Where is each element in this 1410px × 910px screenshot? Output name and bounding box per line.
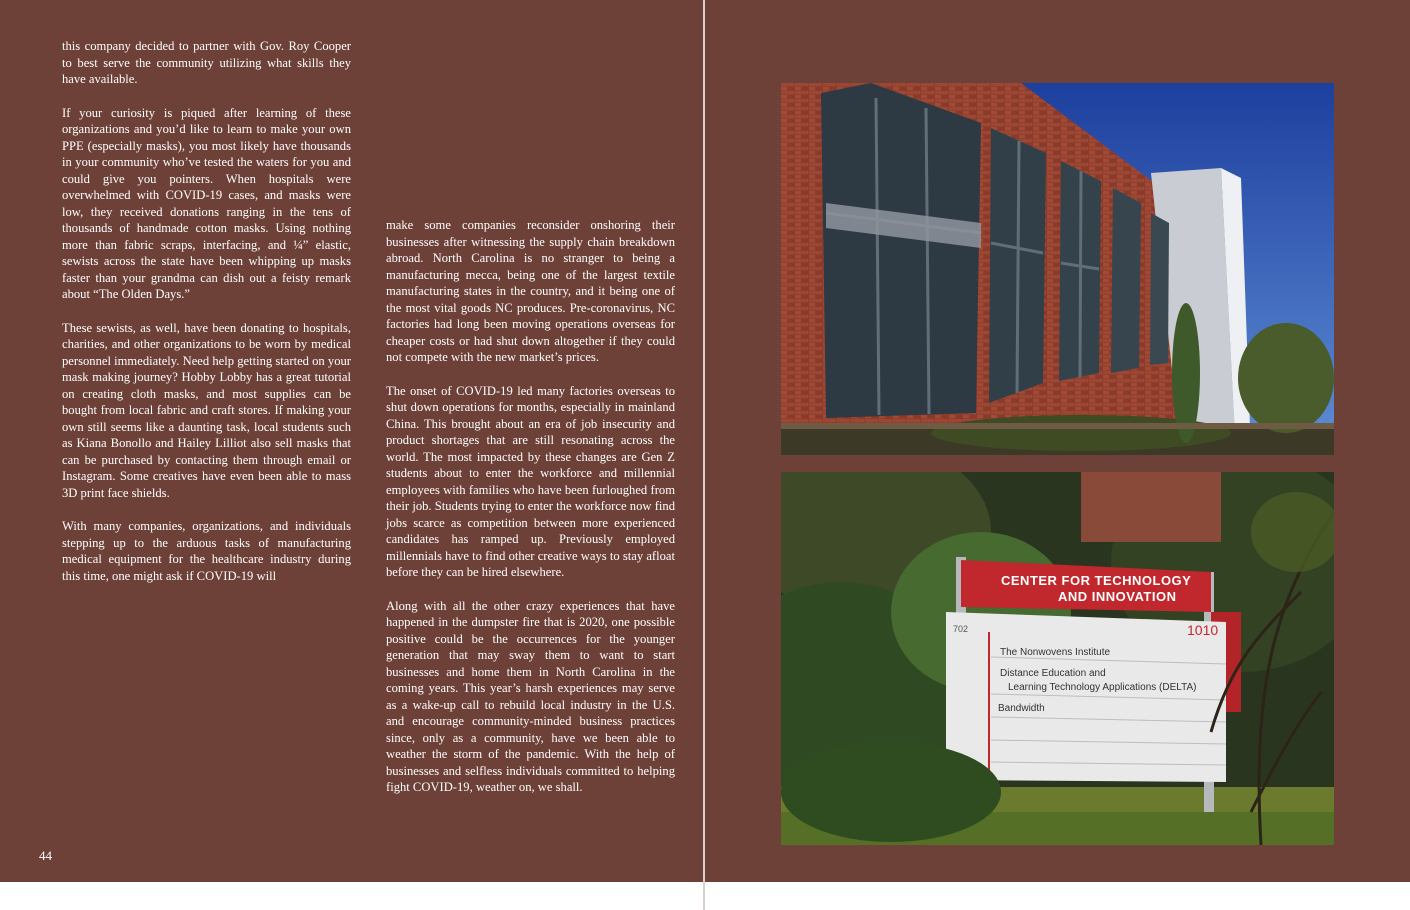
tenant-name: Distance Education and — [1000, 668, 1106, 679]
paragraph: If your curiosity is piqued after learning of these organizations and you’d like to learn to make your own PPE (especially masks), you most likely have thousands in your community who’ve tested the waters for you and could give you pointers. When hospitals were overwhelmed with COVID-19 cases, and masks were low, they received donations ranging in the tens of thousands of handmade cotton masks. Using nothing more than fabric scraps, interfacing, and ¼” elastic, sewists across the state have been whipping up masks faster than your grandma can dish out a feisty remark about “The Olden Days.” — [62, 105, 351, 301]
tenant-name: The Nonwovens Institute — [1000, 647, 1111, 658]
side-number: 702 — [953, 624, 969, 634]
paragraph: Along with all the other crazy experiences that have happened in the dumpster fire that is 2020, one possible positive could be the occurrences for the younger generation that may sway them to want to start businesses and home them in North Carolina in the coming years. This year’s harsh experiences may serve as a wake-up call to rebuild local industry in the U.S. and encourage community-minded business practices since, only as a community, have we been able to weather the storm of the pandemic. With the help of businesses and selfless individuals committed to helping fight COVID-19, weather on, we shall. — [386, 598, 675, 794]
building-number: 1010 — [1187, 622, 1219, 638]
paragraph: These sewists, as well, have been donating to hospitals, charities, and other organizations to be worn by medical personnel immediately. Need help getting started on your mask making journey? Hobby Lobby has a great tutorial on creating cloth masks, and most supplies can be bought from local fabric and craft stores. If making your own still seems like a daunting task, local students such as Kiana Bonollo and Hailey Lilliot also sell masks that can be purchased by contacting them through email or Instagram. Some creatives have even been able to mass 3D print face shields. — [62, 320, 351, 500]
paragraph: make some companies reconsider onshoring their businesses after witnessing the supply chain breakdown abroad. North Carolina is no stranger to being a manufacturing mecca, being one of the largest textile manufacturing states in the country, and it being one of the most vital goods NC produces. Pre-coronavirus, NC factories had long been moving operations overseas for cheaper costs or had shut down altogether if they could not compete with the new market’s prices. — [386, 218, 675, 364]
text-column-1 — [62, 38, 351, 601]
sign-title-line2: AND INNOVATION — [1058, 589, 1177, 604]
text-column-2 — [386, 217, 675, 813]
tenant-name: Learning Technology Applications (DELTA) — [1008, 682, 1197, 693]
sign-title-line1: CENTER FOR TECHNOLOGY — [1001, 573, 1192, 588]
paragraph: With many companies, organizations, and individuals stepping up to the arduous tasks of manufacturing medical equipment for the healthcare industry during this time, one might ask if COVID-19 will — [62, 519, 351, 583]
paragraph: this company decided to partner with Gov. Roy Cooper to best serve the community utilizing what skills they have available. — [62, 39, 351, 86]
page-gutter — [703, 0, 705, 910]
paragraph: The onset of COVID-19 led many factories overseas to shut down operations for months, especially in mainland China. This brought about an era of job insecurity and product shortages that are still resonating across the world. The most impacted by these changes are Gen Z students about to enter the workforce and millennial employees with families who have been furloughed from their job. Students trying to enter the workforce now find jobs scarce as competition between more experienced candidates has ramped up. Previously employed millennials have to find other creative ways to stay afloat before they can be hired elsewhere. — [386, 383, 675, 579]
page-number: 44 — [39, 848, 52, 863]
building-photo — [781, 83, 1334, 455]
tenant-name: Bandwidth — [998, 703, 1045, 714]
sign-photo — [781, 472, 1334, 845]
